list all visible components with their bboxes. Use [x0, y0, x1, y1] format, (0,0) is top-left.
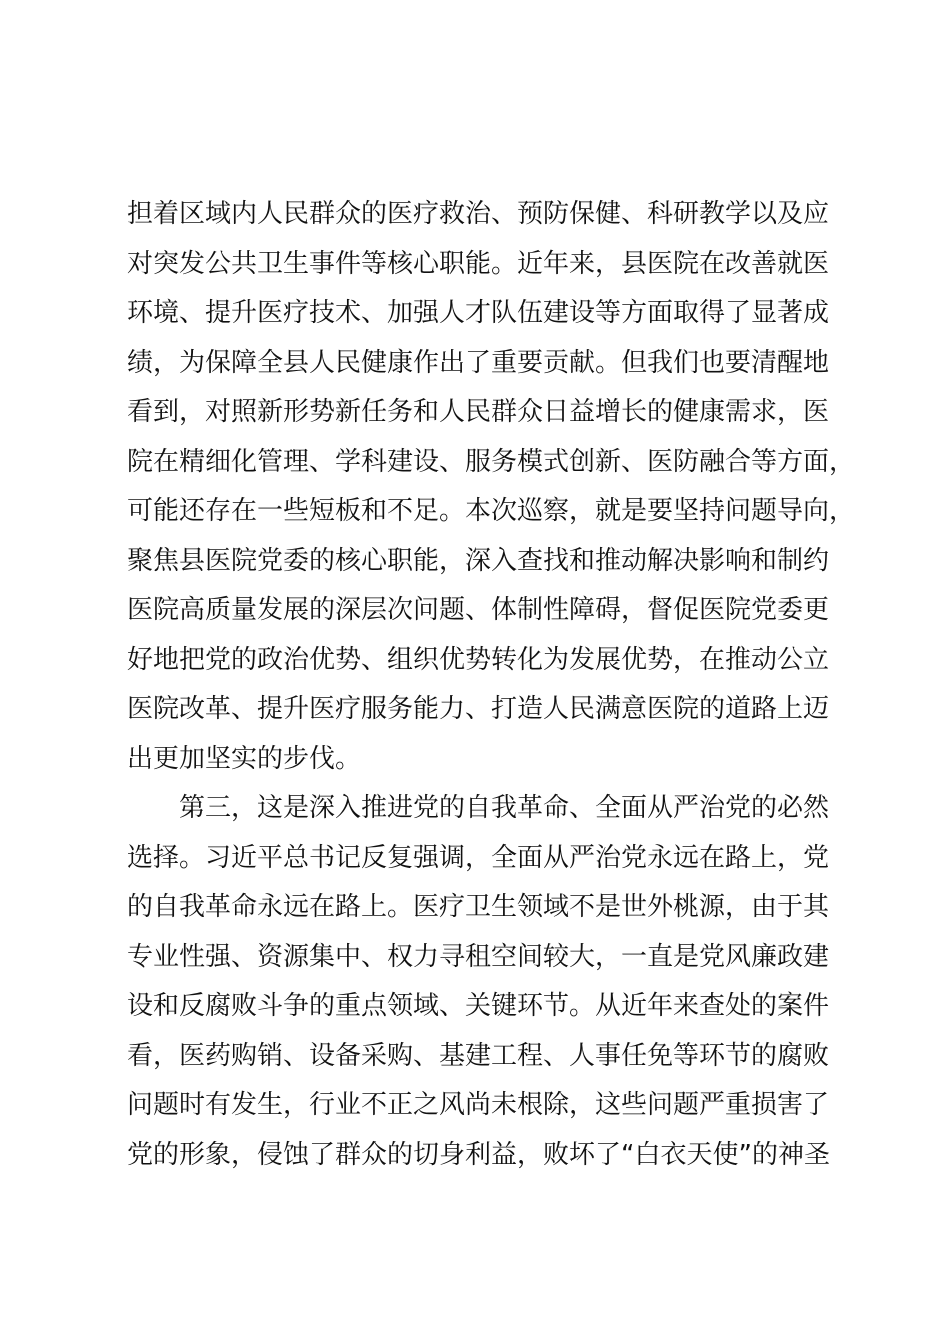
text-line-content: 问题时有发生，行业不正之风尚未根除，这些问题严重损害了	[127, 1090, 830, 1120]
text-line-content: 担着区域内人民群众的医疗救治、预防保健、科研教学以及应	[127, 199, 830, 229]
text-line	[127, 388, 830, 438]
text-line	[127, 834, 830, 884]
text-line	[127, 1081, 830, 1131]
text-line-content: 医院改革、提升医疗服务能力、打造人民满意医院的道路上迈	[127, 694, 830, 724]
text-line	[127, 982, 830, 1032]
text-line	[127, 735, 827, 785]
text-line-content: 设和反腐败斗争的重点领域、关键环节。从近年来查处的案件	[127, 991, 830, 1021]
text-line	[127, 636, 830, 686]
body-text	[127, 190, 856, 1180]
text-line-content: 的自我革命永远在路上。医疗卫生领域不是世外桃源，由于其	[127, 892, 830, 922]
text-line	[127, 685, 830, 735]
text-line	[127, 240, 830, 290]
text-line-content: 环境、提升医疗技术、加强人才队伍建设等方面取得了显著成	[127, 298, 830, 328]
text-line-content: 医院高质量发展的深层次问题、体制性障碍，督促医院党委更	[127, 595, 830, 625]
text-line-content: 可能还存在一些短板和不足。本次巡察，就是要坚持问题导向，	[127, 496, 856, 526]
text-line-content: 看，医药购销、设备采购、基建工程、人事任免等环节的腐败	[127, 1040, 830, 1071]
text-line-content: 选择。习近平总书记反复强调，全面从严治党永远在路上，党	[127, 842, 830, 873]
text-line-content: 绩，为保障全县人民健康作出了重要贡献。但我们也要清醒地	[127, 347, 830, 378]
text-line-content: 聚焦县医院党委的核心职能，深入查找和推动解决影响和制约	[127, 545, 830, 576]
text-line	[127, 190, 830, 240]
text-line	[127, 339, 830, 389]
text-line	[127, 1131, 830, 1181]
text-line-content: 党的形象，侵蚀了群众的切身利益，败坏了“白衣天使”的神圣	[127, 1139, 830, 1170]
text-line-content: 出更加坚实的步伐。	[127, 743, 362, 774]
text-line	[127, 289, 830, 339]
text-line	[127, 586, 830, 636]
text-line	[127, 438, 856, 488]
text-line	[127, 487, 856, 537]
text-line-content: 好地把党的政治优势、组织优势转化为发展优势，在推动公立	[127, 644, 830, 675]
text-line-content: 院在精细化管理、学科建设、服务模式创新、医防融合等方面，	[127, 446, 856, 477]
text-line	[127, 537, 830, 587]
text-line	[127, 883, 830, 933]
text-line-content: 第三，这是深入推进党的自我革命、全面从严治党的必然	[179, 793, 830, 823]
paragraph-start-line	[127, 784, 830, 834]
text-line-content: 专业性强、资源集中、权力寻租空间较大，一直是党风廉政建	[127, 941, 830, 972]
text-line	[127, 933, 830, 983]
text-line	[127, 1032, 830, 1082]
text-line-content: 看到，对照新形势新任务和人民群众日益增长的健康需求，医	[127, 397, 830, 427]
text-line-content: 对突发公共卫生事件等核心职能。近年来，县医院在改善就医	[127, 248, 830, 279]
